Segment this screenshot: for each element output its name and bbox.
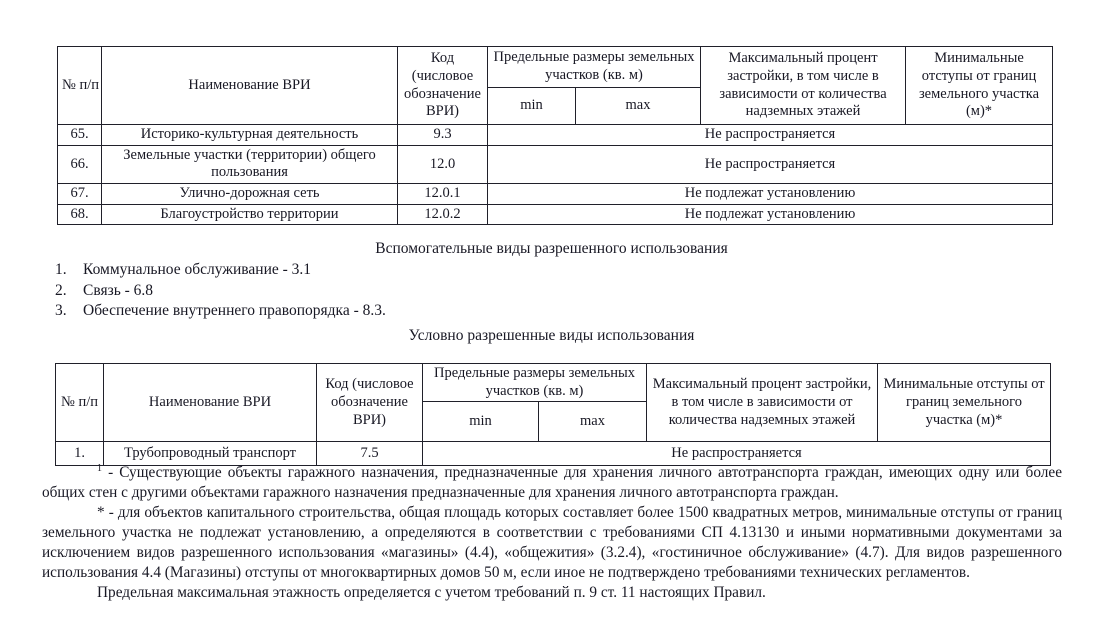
footnotes xyxy=(42,463,1062,603)
header-max: max xyxy=(576,88,701,125)
conditional-uses-heading: Условно разрешенные виды использования xyxy=(408,327,695,344)
cell-status: Не распространяется xyxy=(488,125,1053,146)
list-item xyxy=(55,301,386,322)
header-max-percent: Максимальный процент застройки, в том числе в зависимости от количества надземных этажей xyxy=(701,47,906,125)
cell-name: Благоустройство территории xyxy=(102,204,398,225)
cell-num: 67. xyxy=(58,184,102,205)
cell-code: 12.0.2 xyxy=(398,204,488,225)
list-item xyxy=(55,260,386,281)
cell-name: Улично-дорожная сеть xyxy=(102,184,398,205)
cell-code: 7.5 xyxy=(317,442,423,466)
cell-num: 66. xyxy=(58,145,102,183)
list-item-text: Связь - 6.8 xyxy=(83,281,154,299)
header-name: Наименование ВРИ xyxy=(102,47,398,125)
cell-num: 68. xyxy=(58,204,102,225)
cell-name: Историко-культурная деятельность xyxy=(102,125,398,146)
footnote-marker: 1 xyxy=(97,462,102,474)
cell-status: Не распространяется xyxy=(423,442,1051,466)
cell-status: Не распространяется xyxy=(488,145,1053,183)
cell-code: 12.0 xyxy=(398,145,488,183)
cell-code: 12.0.1 xyxy=(398,184,488,205)
permitted-use-table xyxy=(57,46,1053,225)
list-item xyxy=(55,281,386,302)
header-min-setback: Минимальные отступы от границ земельного участка (м)* xyxy=(906,47,1053,125)
cell-status: Не подлежат установлению xyxy=(488,204,1053,225)
header-code: Код (числовое обозначение ВРИ) xyxy=(317,364,423,442)
header-code: Код (числовое обозначение ВРИ) xyxy=(398,47,488,125)
footnote-garage-text: - Существующие объекты гаражного назначения, предназначенные для хранения личного автотранспорта граждан, имеющих одну или более общих стен с другими объектами гаражного назначения предназначенные для хранения личного автотранспорта граждан. xyxy=(42,464,1062,501)
table-row xyxy=(58,204,1053,225)
cell-code: 9.3 xyxy=(398,125,488,146)
table-row xyxy=(58,184,1053,205)
list-item-number: 3. xyxy=(55,302,67,319)
list-item-text: Коммунальное обслуживание - 3.1 xyxy=(83,261,312,278)
footnote-max-floors: Предельная максимальная этажность определяется с учетом требований п. 9 ст. 11 настоящих Правил. xyxy=(97,584,766,601)
cell-num: 65. xyxy=(58,125,102,146)
table-row xyxy=(58,145,1053,183)
cell-num: 1. xyxy=(56,442,104,466)
footnote-setbacks: * - для объектов капитального строительства, общая площадь которых составляет более 1500 квадратных метров, минимальные отступы от границ земельного участка не подлежат установлению, а определяются в соответствии с требованиями СП 4.13130 и иными нормативными документами за исключением видов разрешенного использования «магазины» (4.4), «общежития» (3.2.4), «гостиничное обслуживание» (4.7). Для видов разрешенного использования 4.4 (Магазины) отступы от многоквартирных домов 50 м, если иное не подтверждено требованиями технических регламентов. xyxy=(42,504,1062,581)
header-min: min xyxy=(423,402,539,442)
auxiliary-uses-heading: Вспомогательные виды разрешенного использования xyxy=(375,240,728,257)
list-item-text: Обеспечение внутреннего правопорядка - 8.3. xyxy=(83,302,386,319)
cell-name: Трубопроводный транспорт xyxy=(104,442,317,466)
cell-status: Не подлежат установлению xyxy=(488,184,1053,205)
header-num: № п/п xyxy=(58,47,102,125)
auxiliary-uses-list xyxy=(55,260,386,322)
list-item-number: 1. xyxy=(55,261,67,278)
header-size-group: Предельные размеры земельных участков (кв. м) xyxy=(488,47,701,88)
cell-name: Земельные участки (территории) общего пользования xyxy=(102,145,398,183)
header-size-group: Предельные размеры земельных участков (кв. м) xyxy=(423,364,647,402)
header-num: № п/п xyxy=(56,364,104,442)
header-max-percent: Максимальный процент застройки, в том числе в зависимости от количества надземных этажей xyxy=(647,364,878,442)
table-row xyxy=(58,125,1053,146)
list-item-number: 2. xyxy=(55,281,67,299)
header-name: Наименование ВРИ xyxy=(104,364,317,442)
header-min-setback: Минимальные отступы от границ земельного участка (м)* xyxy=(878,364,1051,442)
conditional-use-table xyxy=(55,363,1051,466)
header-max: max xyxy=(539,402,647,442)
header-min: min xyxy=(488,88,576,125)
footnote-garage xyxy=(42,463,1062,503)
